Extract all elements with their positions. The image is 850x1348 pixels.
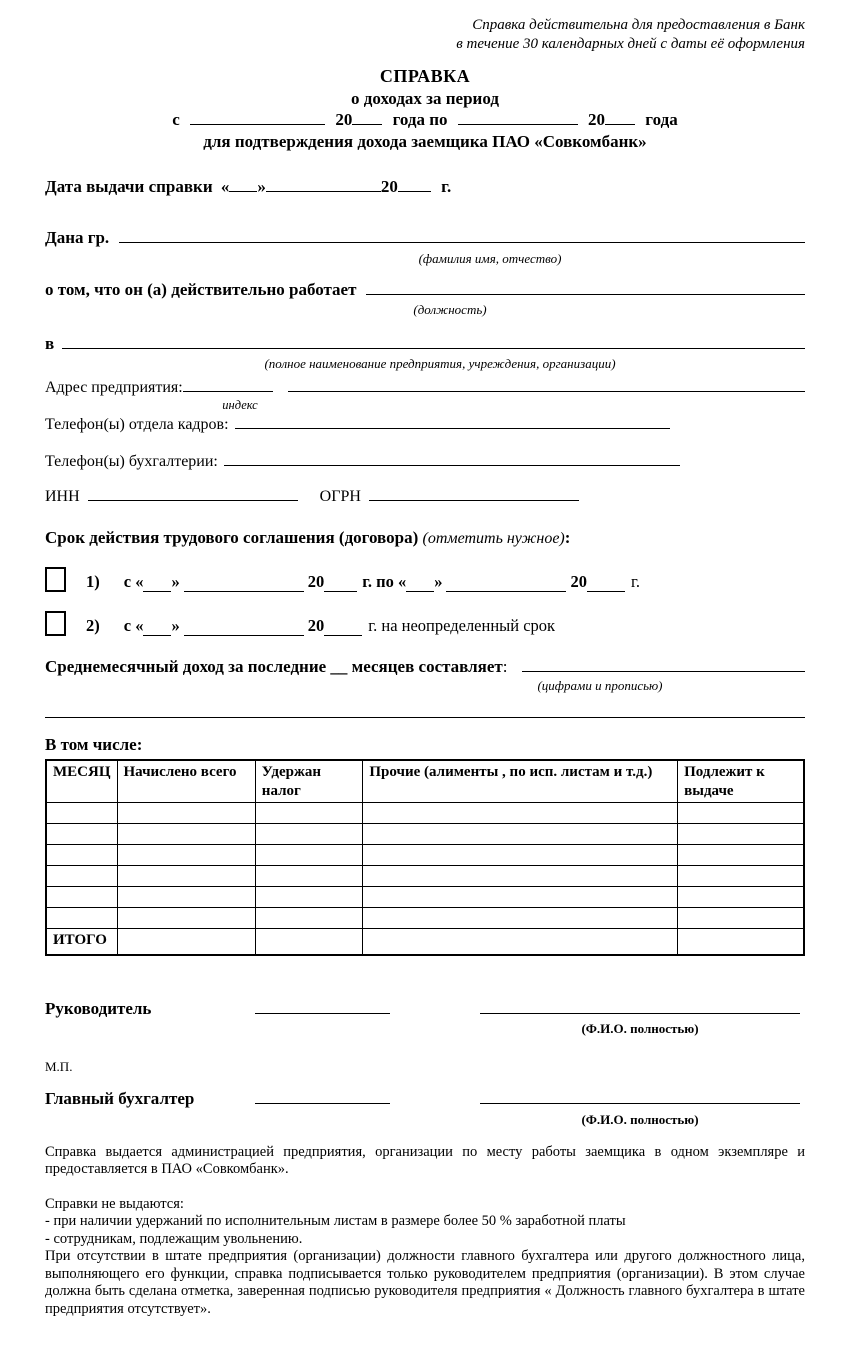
accountant-fio-hint: (Ф.И.О. полностью) <box>581 1111 699 1127</box>
contract-option-1 <box>45 565 805 592</box>
total-cell[interactable] <box>255 929 363 955</box>
income-line <box>45 656 805 677</box>
option-2-from: с « <box>123 615 144 635</box>
document-title: СПРАВКА <box>379 66 471 86</box>
given-to-hint: (фамилия имя, отчество) <box>418 250 562 266</box>
period-line <box>45 109 805 131</box>
contract-heading-label: Срок действия трудового соглашения (договора) <box>45 528 419 547</box>
col-header-payable: Подлежит к выдаче <box>678 760 804 803</box>
accountant-signature-blank[interactable] <box>255 1090 390 1104</box>
inn-ogrn-line <box>45 487 805 507</box>
income-table <box>45 759 805 956</box>
period-from-label: с <box>172 110 180 129</box>
col-header-accrued: Начислено всего <box>117 760 255 803</box>
option-1-day2-blank[interactable] <box>406 578 434 592</box>
address-label: Адрес предприятия: <box>45 379 183 396</box>
hr-phone-blank[interactable] <box>235 415 670 429</box>
table-cell[interactable] <box>678 824 804 845</box>
option-1-year-prefix: 20 <box>307 571 325 591</box>
table-row <box>46 908 804 929</box>
table-cell[interactable] <box>678 866 804 887</box>
option-1-to: г. по « <box>362 571 407 591</box>
option-1-year-blank[interactable] <box>324 578 357 592</box>
position-blank[interactable] <box>366 281 805 295</box>
accountant-signature-line <box>45 1088 805 1109</box>
total-cell[interactable] <box>678 929 804 955</box>
table-cell[interactable] <box>117 845 255 866</box>
contract-option-2 <box>45 609 805 636</box>
contract-heading-note: (отметить нужное) <box>422 530 565 547</box>
director-signature-blank[interactable] <box>255 1000 390 1014</box>
validity-note-line1: Справка действительна для предоставления в Банк <box>472 17 805 33</box>
table-total-row <box>46 929 804 955</box>
works-as-label: о том, что он (а) действительно работает <box>45 279 357 299</box>
table-cell[interactable] <box>363 887 678 908</box>
works-at-label: в <box>45 333 55 353</box>
works-at-hint: (полное наименование предприятия, учреждения, организации) <box>264 356 616 371</box>
table-cell[interactable] <box>678 803 804 824</box>
footer-list-item-2: - сотрудникам, подлежащим увольнению. <box>45 1230 303 1247</box>
period-year1-prefix: 20 <box>335 110 353 129</box>
option-2-tail-label: г. на неопределенный срок <box>368 615 556 635</box>
including-label: В том числе: <box>45 734 143 754</box>
table-cell[interactable] <box>255 824 363 845</box>
table-cell[interactable] <box>678 908 804 929</box>
option-2-number: 2) <box>86 615 100 635</box>
works-at-line <box>45 333 805 354</box>
director-fio-blank[interactable] <box>480 1000 800 1014</box>
table-cell[interactable] <box>678 887 804 908</box>
table-cell[interactable] <box>46 845 117 866</box>
income-table-rows <box>46 803 804 929</box>
table-cell[interactable] <box>363 845 678 866</box>
inn-blank[interactable] <box>88 487 298 501</box>
issue-date-close-quote: » <box>257 177 266 196</box>
accountant-fio-blank[interactable] <box>480 1090 800 1104</box>
issue-date-g-label: г. <box>441 177 452 196</box>
table-cell[interactable] <box>255 845 363 866</box>
period-goda-label: года <box>645 110 678 129</box>
contract-heading <box>45 527 805 548</box>
address-blank[interactable] <box>288 378 805 392</box>
acc-phone-blank[interactable] <box>224 452 680 466</box>
validity-note-line2: в течение 30 календарных дней с даты её оформления <box>456 36 805 52</box>
option-1-month-blank[interactable] <box>184 578 304 592</box>
purpose-line: для подтверждения дохода заемщика ПАО «Совкомбанк» <box>203 131 647 151</box>
footer-list-item-1: - при наличии удержаний по исполнительным листам в размере более 50 % заработной платы <box>45 1213 626 1229</box>
given-to-blank[interactable] <box>119 229 805 243</box>
period-mid-label: года по <box>392 110 448 129</box>
option-1-month2-blank[interactable] <box>446 578 566 592</box>
col-header-tax: Удержан налог <box>255 760 363 803</box>
issue-date-year-blank[interactable] <box>398 178 431 192</box>
director-fio-hint: (Ф.И.О. полностью) <box>581 1021 699 1036</box>
option-1-year2-prefix: 20 <box>570 571 587 591</box>
footer-paragraph-2: Справки не выдаются: <box>45 1195 184 1212</box>
table-row <box>46 803 804 824</box>
issue-date-line <box>45 176 805 197</box>
issue-date-year-prefix: 20 <box>380 177 398 196</box>
footer-paragraph-1: Справка выдается администрацией предприятия, организации по месту работы заемщика в одном экземпляре и предоставляется в ПАО «Совкомбанк». <box>45 1143 805 1177</box>
option-1-from: с « <box>123 571 144 591</box>
issue-date-open-quote: « <box>220 177 230 196</box>
table-row <box>46 845 804 866</box>
income-hint: (цифрами и прописью) <box>537 677 663 693</box>
table-cell[interactable] <box>46 803 117 824</box>
validity-note <box>45 16 805 54</box>
table-cell[interactable] <box>363 866 678 887</box>
issue-date-label: Дата выдачи справки <box>45 177 213 196</box>
table-cell[interactable] <box>255 866 363 887</box>
total-cell[interactable] <box>363 929 678 955</box>
given-to-line <box>45 227 805 248</box>
table-cell[interactable] <box>363 803 678 824</box>
col-header-other: Прочие (алименты , по исп. листам и т.д.) <box>363 760 678 803</box>
option-1-quote2: » <box>434 571 443 591</box>
table-cell[interactable] <box>678 845 804 866</box>
period-to-blank[interactable] <box>458 111 578 125</box>
ogrn-blank[interactable] <box>369 487 579 501</box>
table-cell[interactable] <box>255 803 363 824</box>
table-row <box>46 887 804 908</box>
table-cell[interactable] <box>117 803 255 824</box>
table-cell[interactable] <box>46 866 117 887</box>
option-2-checkbox[interactable] <box>45 611 66 636</box>
period-year1-blank[interactable] <box>352 111 382 125</box>
hr-phone-label: Телефон(ы) отдела кадров: <box>45 416 229 433</box>
issue-date-day-blank[interactable] <box>229 178 257 192</box>
title-block <box>45 66 805 152</box>
stamp-label: М.П. <box>45 1059 73 1074</box>
total-cell[interactable] <box>117 929 255 955</box>
income-label: Среднемесячный доход за последние __ месяцев составляет <box>45 657 503 677</box>
director-label: Руководитель <box>45 998 152 1018</box>
period-from-blank[interactable] <box>190 111 325 125</box>
acc-phone-line <box>45 452 805 472</box>
issue-date-month-blank[interactable] <box>266 178 381 192</box>
table-cell[interactable] <box>255 908 363 929</box>
table-cell[interactable] <box>117 908 255 929</box>
col-header-month: МЕСЯЦ <box>46 760 117 803</box>
organization-blank[interactable] <box>62 335 805 349</box>
address-index-hint: индекс <box>222 398 258 412</box>
option-1-year2-blank[interactable] <box>587 578 625 592</box>
hr-phone-line <box>45 415 805 435</box>
option-2-month-blank[interactable] <box>184 622 304 636</box>
director-signature-line <box>45 998 805 1019</box>
option-1-number: 1) <box>86 571 100 591</box>
table-header-row <box>46 760 804 803</box>
income-continuation-blank[interactable] <box>45 717 805 718</box>
option-2-year-blank[interactable] <box>324 622 362 636</box>
address-index-blank[interactable] <box>183 378 273 392</box>
total-label-cell: ИТОГО <box>46 929 117 955</box>
option-2-year-prefix: 20 <box>307 615 325 635</box>
given-to-label: Дана гр. <box>45 228 110 248</box>
table-cell[interactable] <box>255 887 363 908</box>
table-cell[interactable] <box>46 824 117 845</box>
ogrn-label: ОГРН <box>319 488 361 505</box>
table-row <box>46 866 804 887</box>
period-year2-prefix: 20 <box>588 110 606 129</box>
table-cell[interactable] <box>117 887 255 908</box>
table-cell[interactable] <box>363 824 678 845</box>
period-year2-blank[interactable] <box>605 111 635 125</box>
option-1-day-blank[interactable] <box>143 578 171 592</box>
income-colon: : <box>502 657 508 677</box>
table-cell[interactable] <box>363 908 678 929</box>
accountant-label: Главный бухгалтер <box>45 1089 195 1109</box>
footer-paragraph-3: При отсутствии в штате предприятия (организации) должности главного бухгалтера или другого должностного лица, выполняющего его функции, справка подписывается только руководителем предприятия (организации). В этом случае должна быть сделана отметка, заверенная подписью руководителя предприятия « Должность главного бухгалтера в штате предприятия отсутствует». <box>45 1248 805 1317</box>
table-row <box>46 824 804 845</box>
option-1-g-label: г. <box>630 571 641 591</box>
works-as-hint: (должность) <box>413 301 487 317</box>
option-1-quote: » <box>171 571 180 591</box>
acc-phone-label: Телефон(ы) бухгалтерии: <box>45 453 218 470</box>
table-cell[interactable] <box>117 824 255 845</box>
contract-heading-colon: : <box>564 528 571 547</box>
option-1-checkbox[interactable] <box>45 567 66 592</box>
works-as-line <box>45 279 805 300</box>
option-2-day-blank[interactable] <box>143 622 171 636</box>
document-subtitle: о доходах за период <box>351 88 499 108</box>
table-cell[interactable] <box>117 866 255 887</box>
option-2-quote: » <box>171 615 180 635</box>
income-blank[interactable] <box>522 658 806 672</box>
table-cell[interactable] <box>46 887 117 908</box>
inn-label: ИНН <box>45 488 80 505</box>
table-cell[interactable] <box>46 908 117 929</box>
address-line <box>45 378 805 398</box>
